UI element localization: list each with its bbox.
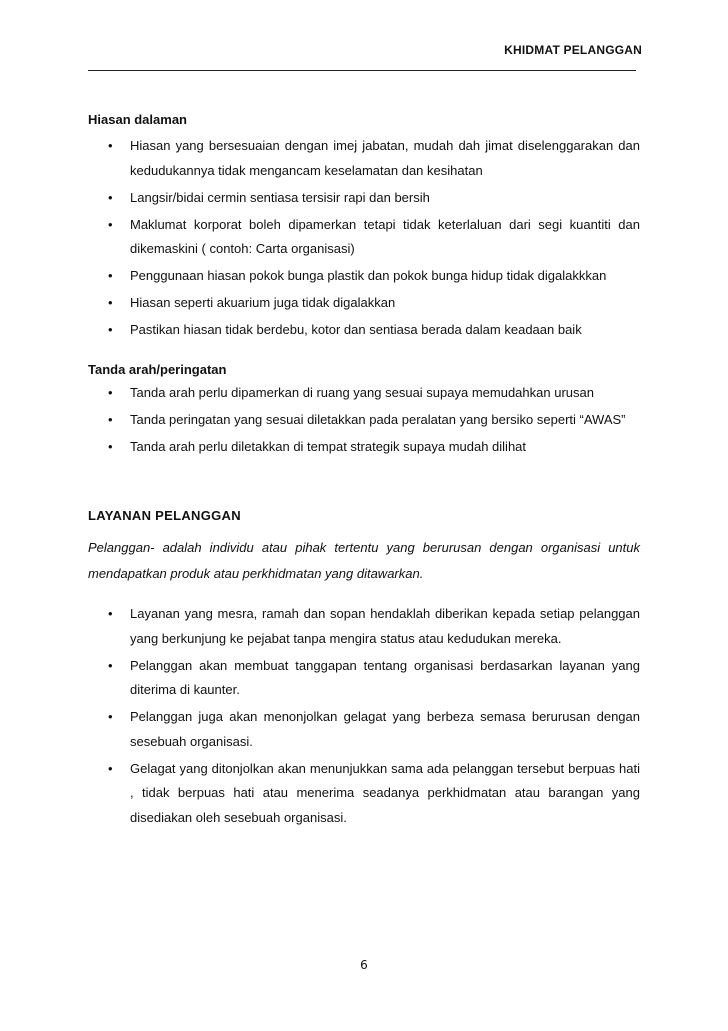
bullet-icon: • (108, 385, 113, 400)
header-divider (88, 70, 636, 71)
section-heading-hiasan: Hiasan dalaman (88, 112, 187, 127)
list-item (88, 186, 640, 211)
list-item-text: Layanan yang mesra, ramah dan sopan hendaklah diberikan kepada setiap pelanggan yang berkunjung ke pejabat tanpa mengira status atau kedudukan mereka. (130, 606, 640, 646)
section-heading-layanan: LAYANAN PELANGGAN (88, 508, 241, 523)
list-tanda (88, 381, 640, 462)
list-item-text: Hiasan yang bersesuaian dengan imej jabatan, mudah dah jimat diselenggarakan dan kedudukannya tidak mengancam keselamatan dan kesihatan (130, 138, 640, 178)
section-heading-tanda: Tanda arah/peringatan (88, 362, 227, 377)
list-item-text: Penggunaan hiasan pokok bunga plastik dan pokok bunga hidup tidak digalakkkan (130, 268, 607, 283)
list-item-text: Pelanggan juga akan menonjolkan gelagat yang berbeza semasa berurusan dengan sesebuah organisasi. (130, 709, 640, 749)
list-item (88, 264, 640, 289)
list-item-text: Pastikan hiasan tidak berdebu, kotor dan sentiasa berada dalam keadaan baik (130, 322, 582, 337)
page-header-title: KHIDMAT PELANGGAN (504, 43, 642, 57)
list-item (88, 291, 640, 316)
list-item-text: Tanda arah perlu dipamerkan di ruang yang sesuai supaya memudahkan urusan (130, 385, 594, 400)
list-item-text: Pelanggan akan membuat tanggapan tentang organisasi berdasarkan layanan yang diterima di kaunter. (130, 657, 640, 697)
list-item-text: Tanda peringatan yang sesuai diletakkan pada peralatan yang bersiko seperti “AWAS” (130, 412, 626, 427)
bullet-icon: • (108, 657, 113, 673)
bullet-icon: • (108, 439, 113, 454)
list-item-text: Tanda arah perlu diletakkan di tempat strategik supaya mudah dilihat (130, 439, 527, 454)
list-item-text: Maklumat korporat boleh dipamerkan tetapi tidak keterlaluan dari segi kuantiti dan dikemaskini ( contoh: Carta organisasi) (130, 216, 640, 256)
page-number: 6 (360, 958, 368, 972)
bullet-icon: • (108, 268, 113, 283)
list-item (88, 435, 640, 460)
bullet-icon: • (108, 412, 113, 427)
bullet-icon: • (108, 138, 113, 153)
list-item (88, 213, 640, 262)
definition-paragraph: Pelanggan- adalah individu atau pihak tertentu yang berurusan dengan organisasi untuk mendapatkan produk atau perkhidmatan yang ditawarkan. (88, 540, 640, 581)
list-layanan (88, 602, 640, 833)
bullet-icon: • (108, 606, 113, 621)
list-item-text: Hiasan seperti akuarium juga tidak digalakkan (130, 295, 396, 310)
bullet-icon: • (108, 709, 113, 724)
list-item-text: Langsir/bidai cermin sentiasa tersisir rapi dan bersih (130, 189, 430, 205)
bullet-icon: • (108, 295, 113, 310)
list-item-text: Gelagat yang ditonjolkan akan menunjukkan sama ada pelanggan tersebut berpuas hati , tidak berpuas hati atau menerima seadanya perkhidmatan atau barangan yang disediakan oleh sesebuah organisasi. (130, 760, 640, 825)
list-item (88, 654, 640, 703)
list-item (88, 318, 640, 343)
list-item (88, 757, 640, 831)
list-hiasan (88, 134, 640, 345)
bullet-icon: • (108, 189, 113, 205)
bullet-icon: • (108, 216, 113, 232)
bullet-icon: • (108, 322, 113, 337)
list-item (88, 381, 640, 406)
list-item (88, 602, 640, 651)
bullet-icon: • (108, 760, 113, 776)
list-item (88, 134, 640, 183)
list-item (88, 705, 640, 754)
list-item (88, 408, 640, 433)
